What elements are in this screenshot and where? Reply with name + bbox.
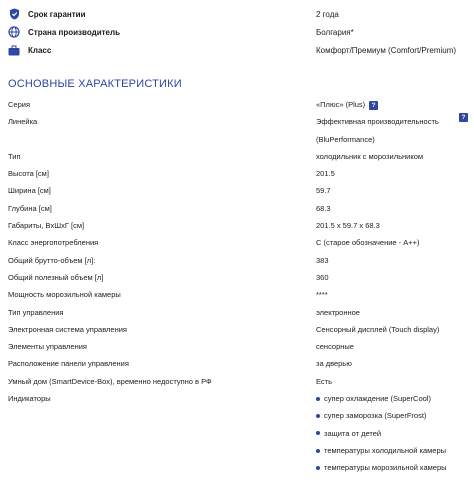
indicator-text: супер заморозка (SuperFrost) — [324, 411, 427, 421]
spec-label: Тип — [8, 151, 21, 161]
indicators-list — [316, 386, 468, 476]
indicator-text: защита от детей — [324, 428, 382, 438]
spec-label: Электронная система управления — [8, 324, 127, 334]
list-item — [316, 407, 468, 424]
spec-value-line2: (BluPerformance) — [316, 134, 375, 144]
bullet-icon — [316, 431, 320, 435]
spec-label: Тип управления — [8, 307, 64, 317]
class-value: Комфорт/Премиум (Comfort/Premium) — [316, 45, 457, 55]
spec-label: Габариты, ВxШxГ [см] — [8, 221, 85, 231]
bullet-icon — [316, 414, 320, 418]
summary-block — [8, 5, 468, 59]
spec-value: 68.3 — [316, 203, 331, 213]
country-row — [8, 23, 468, 41]
spec-label: Высота [см] — [8, 169, 49, 179]
spec-value-line1: Эффективная производительность — [316, 117, 439, 127]
class-label: Класс — [28, 45, 52, 55]
spec-label: Умный дом (SmartDevice-Box), временно недоступно в РФ — [8, 376, 212, 386]
list-item — [316, 442, 468, 459]
spec-label: Класс энергопотребления — [8, 238, 99, 248]
globe-icon — [8, 26, 20, 38]
spec-label: Элементы управления — [8, 342, 87, 352]
spec-value: Есть — [316, 376, 333, 386]
indicator-text: супер охлаждение (SuperCool) — [324, 394, 431, 404]
spec-value: 59.7 — [316, 186, 331, 196]
spec-row-indicators — [8, 390, 468, 476]
spec-value: сенсорные — [316, 342, 354, 352]
list-item — [316, 459, 468, 476]
warranty-value: 2 года — [316, 9, 339, 19]
bullet-icon — [316, 449, 320, 453]
spec-value: Сенсорный дисплей (Touch display) — [316, 324, 440, 334]
spec-label: Общий полезный объем [л] — [8, 272, 104, 282]
spec-value: 383 — [316, 255, 329, 265]
briefcase-icon — [8, 44, 20, 56]
help-icon[interactable]: ? — [369, 101, 378, 110]
bullet-icon — [316, 397, 320, 401]
spec-label: Расположение панели управления — [8, 359, 129, 369]
list-item — [316, 425, 468, 442]
indicator-text: температуры холодильной камеры — [324, 445, 446, 455]
bullet-icon — [316, 466, 320, 470]
spec-value: C (старое обозначение - A++) — [316, 238, 420, 248]
spec-value: за дверью — [316, 359, 352, 369]
spec-value: **** — [316, 290, 328, 300]
spec-label: Глубина [см] — [8, 203, 52, 213]
list-item — [316, 390, 468, 407]
country-label: Страна производитель — [28, 27, 120, 37]
spec-value-cell — [316, 109, 468, 148]
section-title: ОСНОВНЫЕ ХАРАКТЕРИСТИКИ — [8, 78, 182, 90]
warranty-label: Срок гарантии — [28, 9, 86, 19]
spec-value: электронное — [316, 307, 360, 317]
help-icon[interactable]: ? — [459, 113, 468, 122]
spec-label: Серия — [8, 100, 31, 109]
specs-table — [8, 96, 468, 477]
spec-label: Мощность морозильной камеры — [8, 290, 121, 300]
shield-check-icon — [8, 8, 20, 20]
spec-value: 201.5 — [316, 169, 335, 179]
class-row — [8, 41, 468, 59]
spec-label: Индикаторы — [8, 394, 51, 404]
spec-label: Ширина [см] — [8, 186, 51, 196]
spec-value: 201.5 x 59.7 x 68.3 — [316, 221, 380, 231]
country-value: Болгария* — [316, 27, 354, 37]
indicator-text: температуры морозильной камеры — [324, 463, 447, 473]
spec-value: 360 — [316, 272, 329, 282]
spec-label: Линейка — [8, 117, 38, 127]
warranty-row — [8, 5, 468, 23]
spec-value: «Плюс» (Plus) — [316, 100, 366, 109]
spec-value: холодильник с морозильником — [316, 151, 424, 161]
spec-row-line — [8, 113, 468, 148]
spec-label: Общий брутто-объем [л]: — [8, 255, 96, 265]
